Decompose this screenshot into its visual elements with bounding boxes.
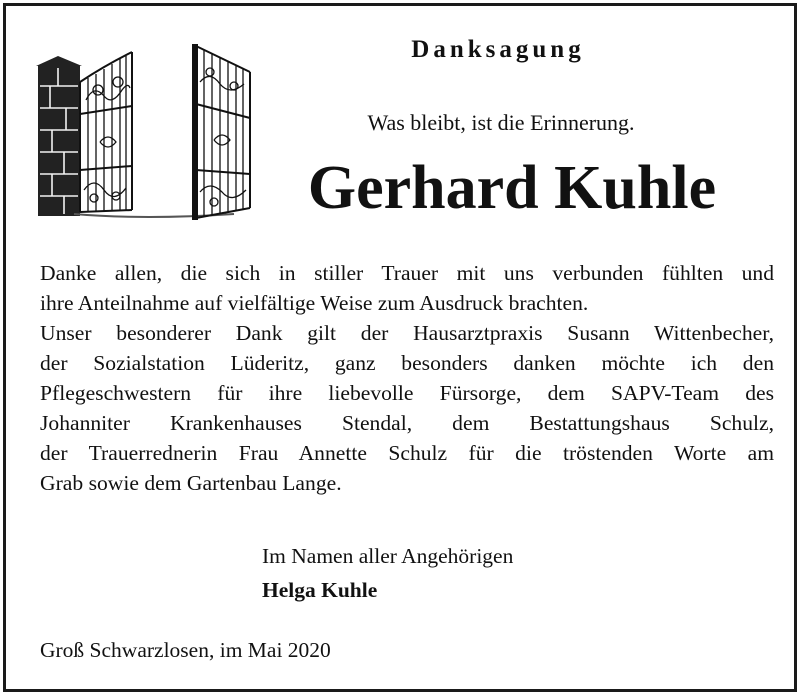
thanks-line: der Trauerrednerin Frau Annette Schulz für die tröstenden Worte am [40,441,774,465]
thanks-line: Danke allen, die sich in stiller Trauer mit uns verbunden fühlten und [40,261,774,285]
deceased-name: Gerhard Kuhle [307,154,717,222]
notice-frame [3,3,797,692]
place-date: Groß Schwarzlosen, im Mai 2020 [40,638,331,662]
thanks-line: Pflegeschwestern für ihre liebevolle Fürsorge, dem SAPV-Team des [40,381,774,405]
thanks-line: Johanniter Krankenhauses Stendal, dem Bestattungshaus Schulz, [40,411,774,435]
thanks-line: Unser besonderer Dank gilt der Hausarztpraxis Susann Wittenbecher, [40,321,774,345]
thanks-text [40,258,774,498]
signature-intro: Im Namen aller Angehörigen [262,544,514,568]
signature-name: Helga Kuhle [262,578,378,602]
notice-motto: Was bleibt, ist die Erinnerung. [367,110,635,135]
thanks-line: Grab sowie dem Gartenbau Lange. [40,471,342,495]
thanks-line: ihre Anteilnahme auf vielfältige Weise zum Ausdruck brachten. [40,291,589,315]
thanks-line: der Sozialstation Lüderitz, ganz besonders danken möchte ich den [40,351,774,375]
notice-heading: Danksagung [411,36,585,63]
open-iron-gate-icon [34,42,258,222]
